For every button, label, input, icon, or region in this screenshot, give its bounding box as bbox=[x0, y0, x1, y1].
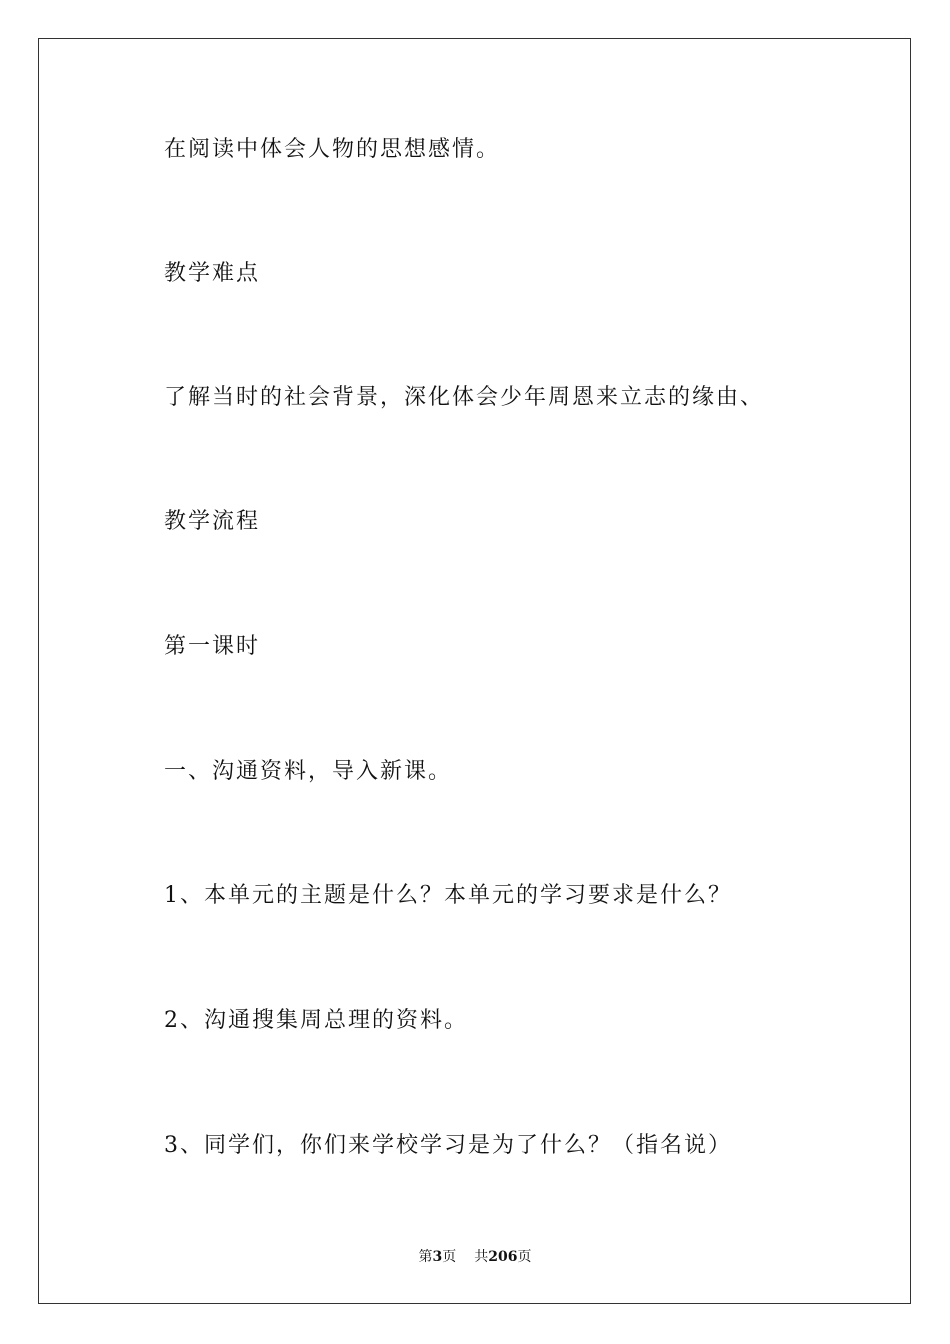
footer-page-suffix: 页 bbox=[442, 1249, 457, 1265]
list-item-2: 2、沟通搜集周总理的资料。 bbox=[164, 1008, 468, 1033]
footer-page-prefix: 第 bbox=[418, 1249, 433, 1265]
footer-total-prefix: 共 bbox=[474, 1249, 489, 1265]
paragraph-line-2: 了解当时的社会背景，深化体会少年周恩来立志的缘由、 bbox=[164, 385, 765, 410]
footer-total-suffix: 页 bbox=[517, 1249, 532, 1265]
page-footer bbox=[0, 1248, 950, 1266]
footer-total-pages: 206 bbox=[488, 1249, 518, 1265]
heading-first-lesson: 第一课时 bbox=[164, 634, 261, 659]
footer-page-number: 3 bbox=[432, 1249, 443, 1265]
paragraph-line-1: 在阅读中体会人物的思想感情。 bbox=[164, 137, 501, 162]
list-item-3: 3、同学们，你们来学校学习是为了什么？（指名说） bbox=[164, 1133, 732, 1158]
list-item-1: 1、本单元的主题是什么？本单元的学习要求是什么？ bbox=[164, 883, 732, 908]
section-one-title: 一、沟通资料，导入新课。 bbox=[164, 759, 453, 784]
heading-teaching-difficulty: 教学难点 bbox=[164, 261, 261, 286]
page-border bbox=[38, 38, 911, 1304]
heading-teaching-process: 教学流程 bbox=[164, 509, 261, 534]
